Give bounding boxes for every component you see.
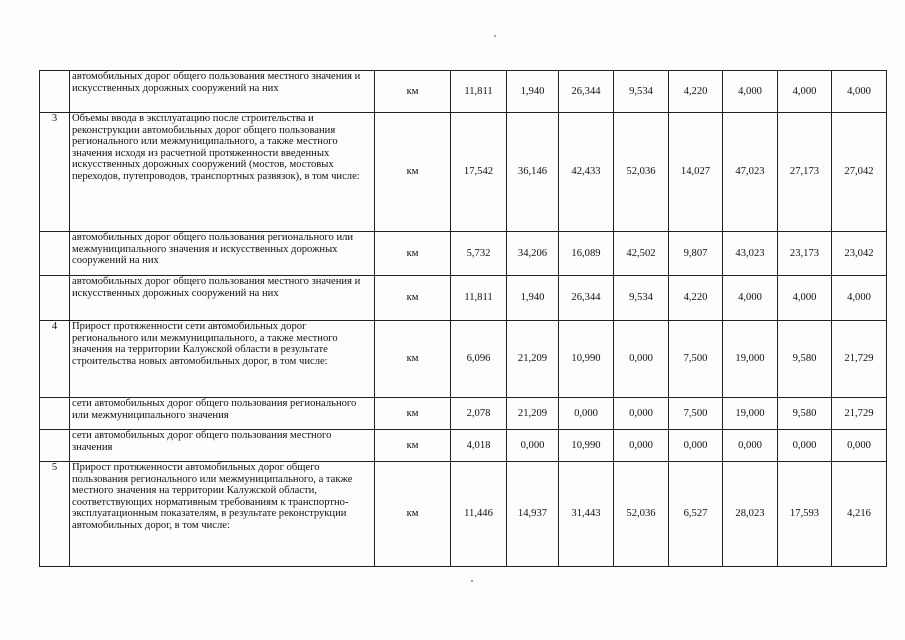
row-unit: км <box>375 321 451 398</box>
value-cell: 28,023 <box>723 462 778 567</box>
value-cell: 17,593 <box>778 462 832 567</box>
value-cell: 5,732 <box>451 232 507 276</box>
row-description: автомобильных дорог общего пользования местного значения и искусственных дорожных сооружений на них <box>70 276 375 321</box>
value-cell: 4,216 <box>832 462 887 567</box>
row-description: Прирост протяженности сети автомобильных дорог регионального или межмуниципального, а также местного значения на территории Калужской области в результате строительства новых автомобильных дорог, в том числе: <box>70 321 375 398</box>
row-unit: км <box>375 430 451 462</box>
value-cell: 4,000 <box>832 71 887 113</box>
value-cell: 6,527 <box>669 462 723 567</box>
row-number <box>40 430 70 462</box>
row-description: Объемы ввода в эксплуатацию после строительства и реконструкции автомобильных дорог общего пользования регионального или межмуниципального, а также местного значения исходя из расчетной протяженности введенных искусственных дорожных сооружений (мостов, мостовых переходов, путепроводов, транспортных развязок), в том числе: <box>70 113 375 232</box>
value-cell: 9,534 <box>614 71 669 113</box>
value-cell: 14,027 <box>669 113 723 232</box>
row-description: сети автомобильных дорог общего пользования регионального или межмуниципального значения <box>70 398 375 430</box>
value-cell: 0,000 <box>614 398 669 430</box>
value-cell: 27,042 <box>832 113 887 232</box>
value-cell: 7,500 <box>669 321 723 398</box>
value-cell: 10,990 <box>559 430 614 462</box>
row-unit: км <box>375 71 451 113</box>
value-cell: 34,206 <box>507 232 559 276</box>
value-cell: 1,940 <box>507 276 559 321</box>
row-number <box>40 398 70 430</box>
table-row <box>40 462 887 567</box>
value-cell: 31,443 <box>559 462 614 567</box>
row-number: 4 <box>40 321 70 398</box>
value-cell: 4,000 <box>723 276 778 321</box>
value-cell: 42,502 <box>614 232 669 276</box>
row-description: автомобильных дорог общего пользования регионального или межмуниципального значения и искусственных дорожных сооружений на них <box>70 232 375 276</box>
value-cell: 0,000 <box>614 321 669 398</box>
value-cell: 1,940 <box>507 71 559 113</box>
value-cell: 2,078 <box>451 398 507 430</box>
value-cell: 21,209 <box>507 321 559 398</box>
value-cell: 21,729 <box>832 398 887 430</box>
row-description: сети автомобильных дорог общего пользования местного значения <box>70 430 375 462</box>
value-cell: 9,580 <box>778 321 832 398</box>
value-cell: 36,146 <box>507 113 559 232</box>
value-cell: 21,209 <box>507 398 559 430</box>
table-row <box>40 71 887 113</box>
value-cell: 4,000 <box>723 71 778 113</box>
value-cell: 6,096 <box>451 321 507 398</box>
value-cell: 10,990 <box>559 321 614 398</box>
indicator-table <box>39 70 887 567</box>
value-cell: 14,937 <box>507 462 559 567</box>
value-cell: 52,036 <box>614 113 669 232</box>
value-cell: 43,023 <box>723 232 778 276</box>
row-description: автомобильных дорог общего пользования местного значения и искусственных дорожных сооружений на них <box>70 71 375 113</box>
row-number <box>40 276 70 321</box>
row-unit: км <box>375 462 451 567</box>
value-cell: 11,811 <box>451 71 507 113</box>
value-cell: 4,000 <box>778 276 832 321</box>
value-cell: 26,344 <box>559 71 614 113</box>
row-number <box>40 71 70 113</box>
value-cell: 0,000 <box>832 430 887 462</box>
value-cell: 4,018 <box>451 430 507 462</box>
row-number: 3 <box>40 113 70 232</box>
scan-speck <box>494 35 496 37</box>
value-cell: 0,000 <box>723 430 778 462</box>
value-cell: 9,807 <box>669 232 723 276</box>
value-cell: 47,023 <box>723 113 778 232</box>
value-cell: 17,542 <box>451 113 507 232</box>
value-cell: 26,344 <box>559 276 614 321</box>
table-row <box>40 398 887 430</box>
value-cell: 42,433 <box>559 113 614 232</box>
value-cell: 19,000 <box>723 321 778 398</box>
value-cell: 11,446 <box>451 462 507 567</box>
row-unit: км <box>375 113 451 232</box>
value-cell: 4,220 <box>669 276 723 321</box>
value-cell: 21,729 <box>832 321 887 398</box>
value-cell: 9,580 <box>778 398 832 430</box>
value-cell: 27,173 <box>778 113 832 232</box>
value-cell: 4,000 <box>832 276 887 321</box>
value-cell: 16,089 <box>559 232 614 276</box>
value-cell: 0,000 <box>559 398 614 430</box>
value-cell: 19,000 <box>723 398 778 430</box>
value-cell: 23,173 <box>778 232 832 276</box>
row-number: 5 <box>40 462 70 567</box>
value-cell: 4,000 <box>778 71 832 113</box>
table-row <box>40 113 887 232</box>
value-cell: 9,534 <box>614 276 669 321</box>
row-number <box>40 232 70 276</box>
table-row <box>40 430 887 462</box>
value-cell: 0,000 <box>507 430 559 462</box>
row-unit: км <box>375 232 451 276</box>
value-cell: 0,000 <box>669 430 723 462</box>
table-row <box>40 232 887 276</box>
value-cell: 7,500 <box>669 398 723 430</box>
value-cell: 0,000 <box>614 430 669 462</box>
value-cell: 11,811 <box>451 276 507 321</box>
value-cell: 23,042 <box>832 232 887 276</box>
row-description: Прирост протяженности автомобильных дорог общего пользования регионального или межмуниципального, а также местного значения на территории Калужской области, соответствующих нормативным требованиям к транспортно-эксплуатационным показателям, в результате реконструкции автомобильных дорог, в том числе: <box>70 462 375 567</box>
value-cell: 0,000 <box>778 430 832 462</box>
value-cell: 52,036 <box>614 462 669 567</box>
row-unit: км <box>375 398 451 430</box>
table-row <box>40 276 887 321</box>
value-cell: 4,220 <box>669 71 723 113</box>
scan-speck <box>471 580 473 582</box>
row-unit: км <box>375 276 451 321</box>
table-row <box>40 321 887 398</box>
